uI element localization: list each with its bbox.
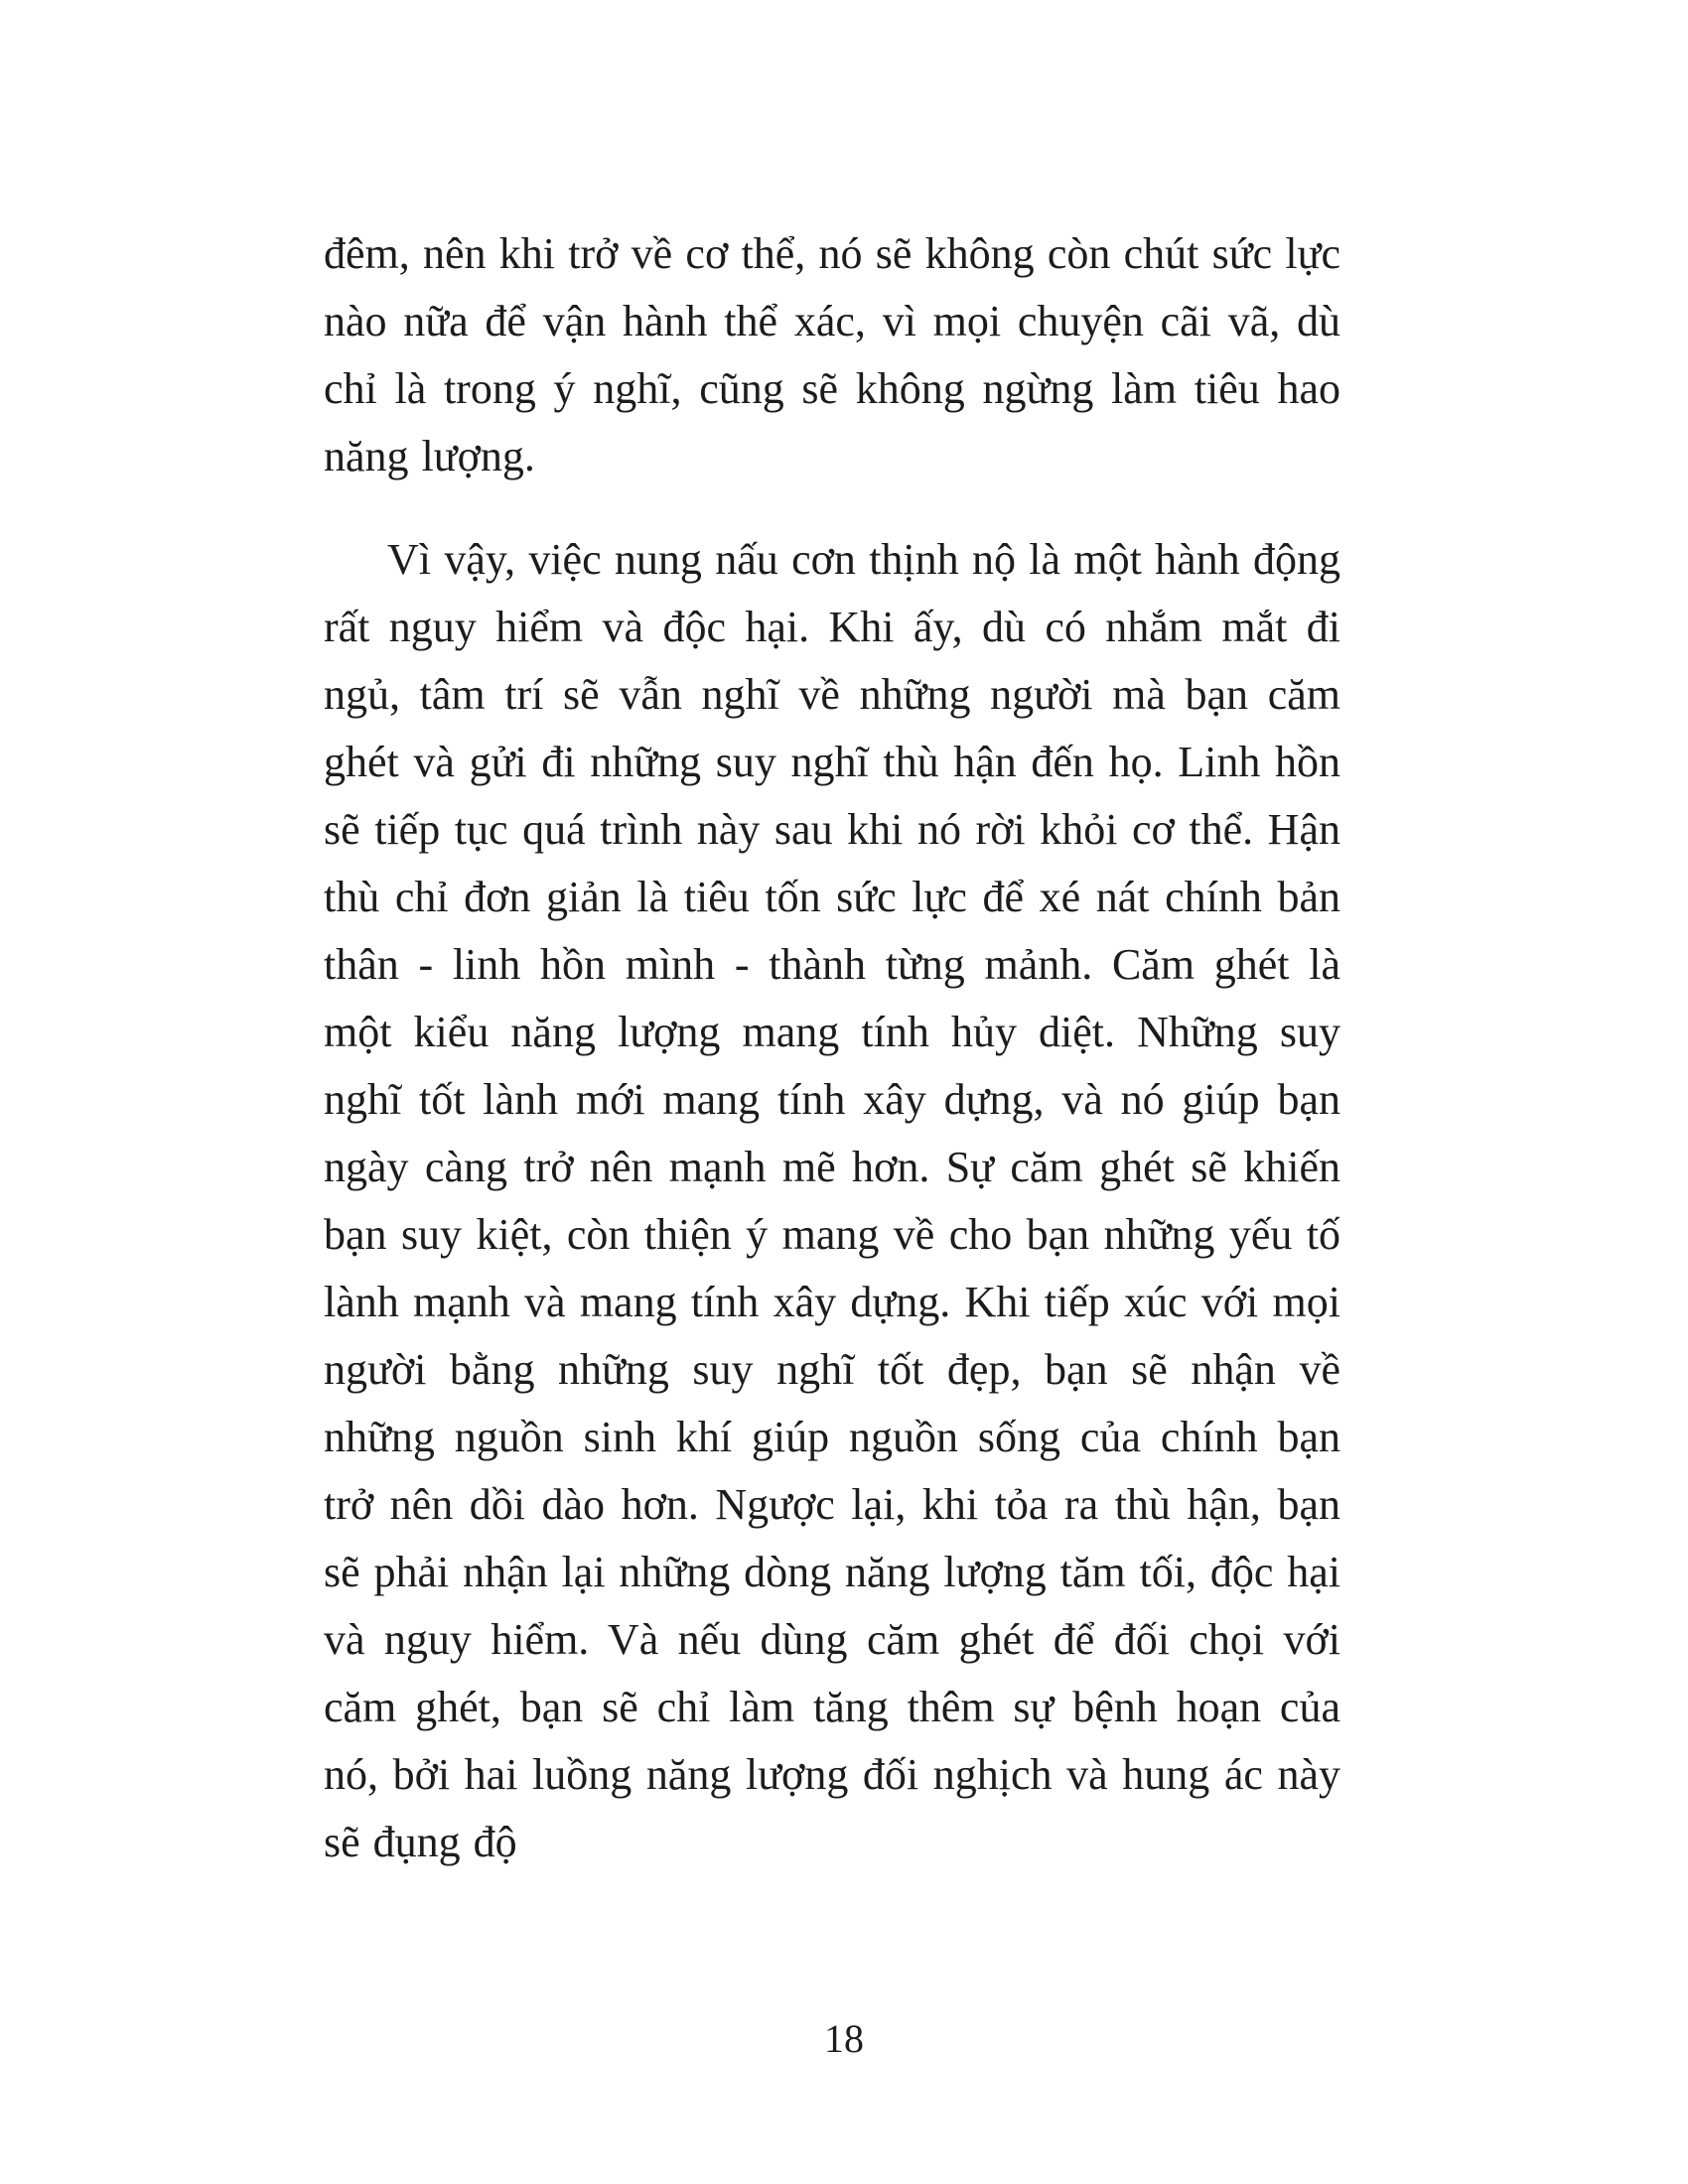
- body-paragraph: đêm, nên khi trở về cơ thể, nó sẽ không còn chút sức lực nào nữa để vận hành thể xác, vì mọi chuyện cãi vã, dù chỉ là trong ý nghĩ, cũng sẽ không ngừng làm tiêu hao năng lượng.: [324, 229, 1340, 480]
- body-paragraph: Vì vậy, việc nung nấu cơn thịnh nộ là một hành động rất nguy hiểm và độc hại. Khi ấy, dù có nhắm mắt đi ngủ, tâm trí sẽ vẫn nghĩ về những người mà bạn căm ghét và gửi đi những suy nghĩ thù hận đến họ. Linh hồn sẽ tiếp tục quá trình này sau khi nó rời khỏi cơ thể. Hận thù chỉ đơn giản là tiêu tốn sức lực để xé nát chính bản thân - linh hồn mình - thành từng mảnh. Căm ghét là một kiểu năng lượng mang tính hủy diệt. Những suy nghĩ tốt lành mới mang tính xây dựng, và nó giúp bạn ngày càng trở nên mạnh mẽ hơn. Sự căm ghét sẽ khiến bạn suy kiệt, còn thiện ý mang về cho bạn những yếu tố lành mạnh và mang tính xây dựng. Khi tiếp xúc với mọi người bằng những suy nghĩ tốt đẹp, bạn sẽ nhận về những nguồn sinh khí giúp nguồn sống của chính bạn trở nên dồi dào hơn. Ngược lại, khi tỏa ra thù hận, bạn sẽ phải nhận lại những dòng năng lượng tăm tối, độc hại và nguy hiểm. Và nếu dùng căm ghét để đối chọi với căm ghét, bạn sẽ chỉ làm tăng thêm sự bệnh hoạn của nó, bởi hai luồng năng lượng đối nghịch và hung ác này sẽ đụng độ: [324, 535, 1340, 1866]
- text-block: [324, 220, 1340, 1876]
- page-number: 18: [824, 2016, 864, 2061]
